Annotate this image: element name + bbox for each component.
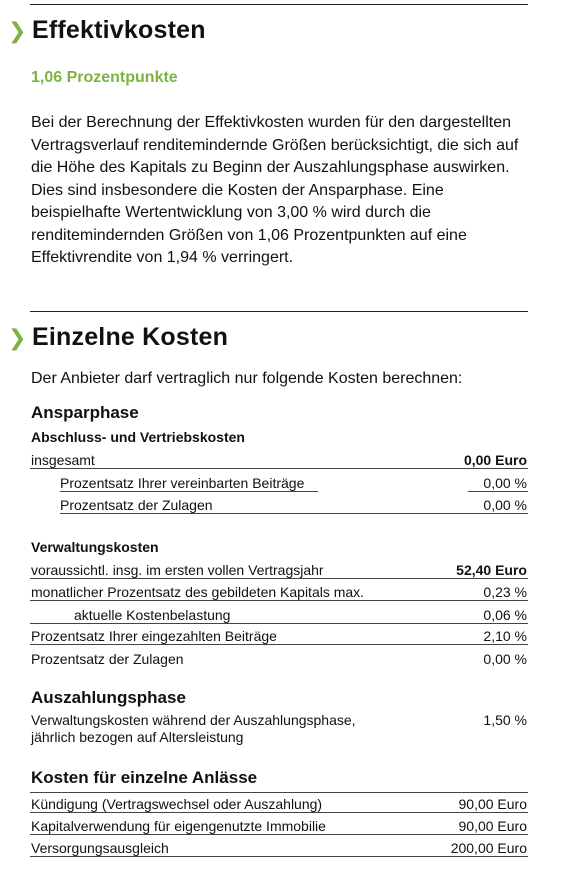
cost-row	[30, 471, 528, 491]
cost-label: voraussichtl. insg. im ersten vollen Vertragsjahr	[31, 562, 324, 578]
cost-row	[30, 449, 528, 469]
abschluss-title: Abschluss- und Vertriebskosten	[31, 429, 245, 445]
section-heading-einzelne-kosten	[8, 323, 228, 352]
effektivkosten-value: 1,06 Prozentpunkte	[31, 69, 178, 86]
cost-row	[30, 559, 528, 579]
cost-value: 90,00 Euro	[458, 796, 527, 812]
cost-row	[30, 647, 528, 667]
row-divider	[30, 623, 528, 624]
cost-value: 2,10 %	[483, 628, 527, 644]
cost-label-line: jährlich bezogen auf Altersleistung	[31, 729, 244, 745]
cost-row	[30, 712, 528, 746]
intro-text: Der Anbieter darf vertraglich nur folgende Kosten berechnen:	[31, 370, 463, 387]
cost-label: monatlicher Prozentsatz des gebildeten Kapitals max.	[31, 584, 365, 600]
cost-row	[30, 837, 528, 857]
cost-value: 90,00 Euro	[458, 818, 527, 834]
cost-label-line: Verwaltungskosten während der Auszahlungsphase,	[31, 712, 356, 728]
section-title: Einzelne Kosten	[32, 323, 229, 351]
cost-value: 52,40 Euro	[456, 562, 527, 578]
section-heading-effektivkosten	[8, 16, 206, 45]
cost-value: 0,00 %	[483, 497, 527, 513]
auszahlungsphase-title: Auszahlungsphase	[31, 688, 186, 707]
chevron-right-icon: ❯	[8, 17, 27, 43]
cost-row	[30, 493, 528, 513]
cost-label: Prozentsatz Ihrer vereinbarten Beiträge	[60, 475, 305, 491]
cost-label: Prozentsatz Ihrer eingezahlten Beiträge	[31, 628, 277, 644]
cost-label: insgesamt	[31, 452, 95, 468]
cost-row	[30, 815, 528, 835]
effektivkosten-paragraph: Bei der Berechnung der Effektivkosten wurden für den dargestellten Vertragsverlauf renditemindernde Größen berücksichtigt, die sich auf die Höhe des Kapitals zu Beginn der Auszahlungsphase auswirken. Dies sind insbesondere die Kosten der Ansparphase. Eine beispielhafte Wertentwicklung von 3,00 % wird durch die renditemindernden Größen von 1,06 Prozentpunkten auf eine Effektivrendite von 1,94 % verringert.	[31, 114, 519, 266]
cost-value: 0,23 %	[483, 584, 527, 600]
cost-value: 0,06 %	[483, 607, 527, 623]
cost-value: 0,00 %	[483, 475, 527, 491]
cost-label: aktuelle Kostenbelastung	[74, 607, 231, 623]
cost-row	[30, 603, 528, 623]
cost-row	[30, 793, 528, 813]
cost-label: Kapitalverwendung für eigengenutzte Immobilie	[31, 818, 326, 834]
cost-value: 0,00 Euro	[463, 452, 527, 468]
cost-value: 1,50 %	[483, 712, 527, 728]
section-title: Effektivkosten	[32, 16, 206, 44]
cost-label: Versorgungsausgleich	[31, 840, 169, 856]
row-divider	[60, 491, 318, 492]
cost-label: Kündigung (Vertragswechsel oder Auszahlung)	[31, 796, 323, 812]
section-divider	[30, 311, 528, 312]
row-divider	[60, 513, 528, 514]
top-divider	[30, 4, 528, 5]
anlaesse-title: Kosten für einzelne Anlässe	[31, 768, 258, 787]
chevron-right-icon: ❯	[8, 324, 27, 350]
row-divider	[468, 491, 528, 492]
cost-row	[30, 625, 528, 645]
cost-label	[30, 712, 356, 746]
cost-label: Prozentsatz der Zulagen	[31, 651, 184, 667]
cost-value: 200,00 Euro	[450, 840, 527, 856]
cost-value: 0,00 %	[483, 651, 527, 667]
ansparphase-title: Ansparphase	[31, 403, 139, 422]
verwaltung-title: Verwaltungskosten	[31, 539, 159, 555]
cost-label: Prozentsatz der Zulagen	[60, 497, 213, 513]
cost-row	[30, 581, 528, 601]
